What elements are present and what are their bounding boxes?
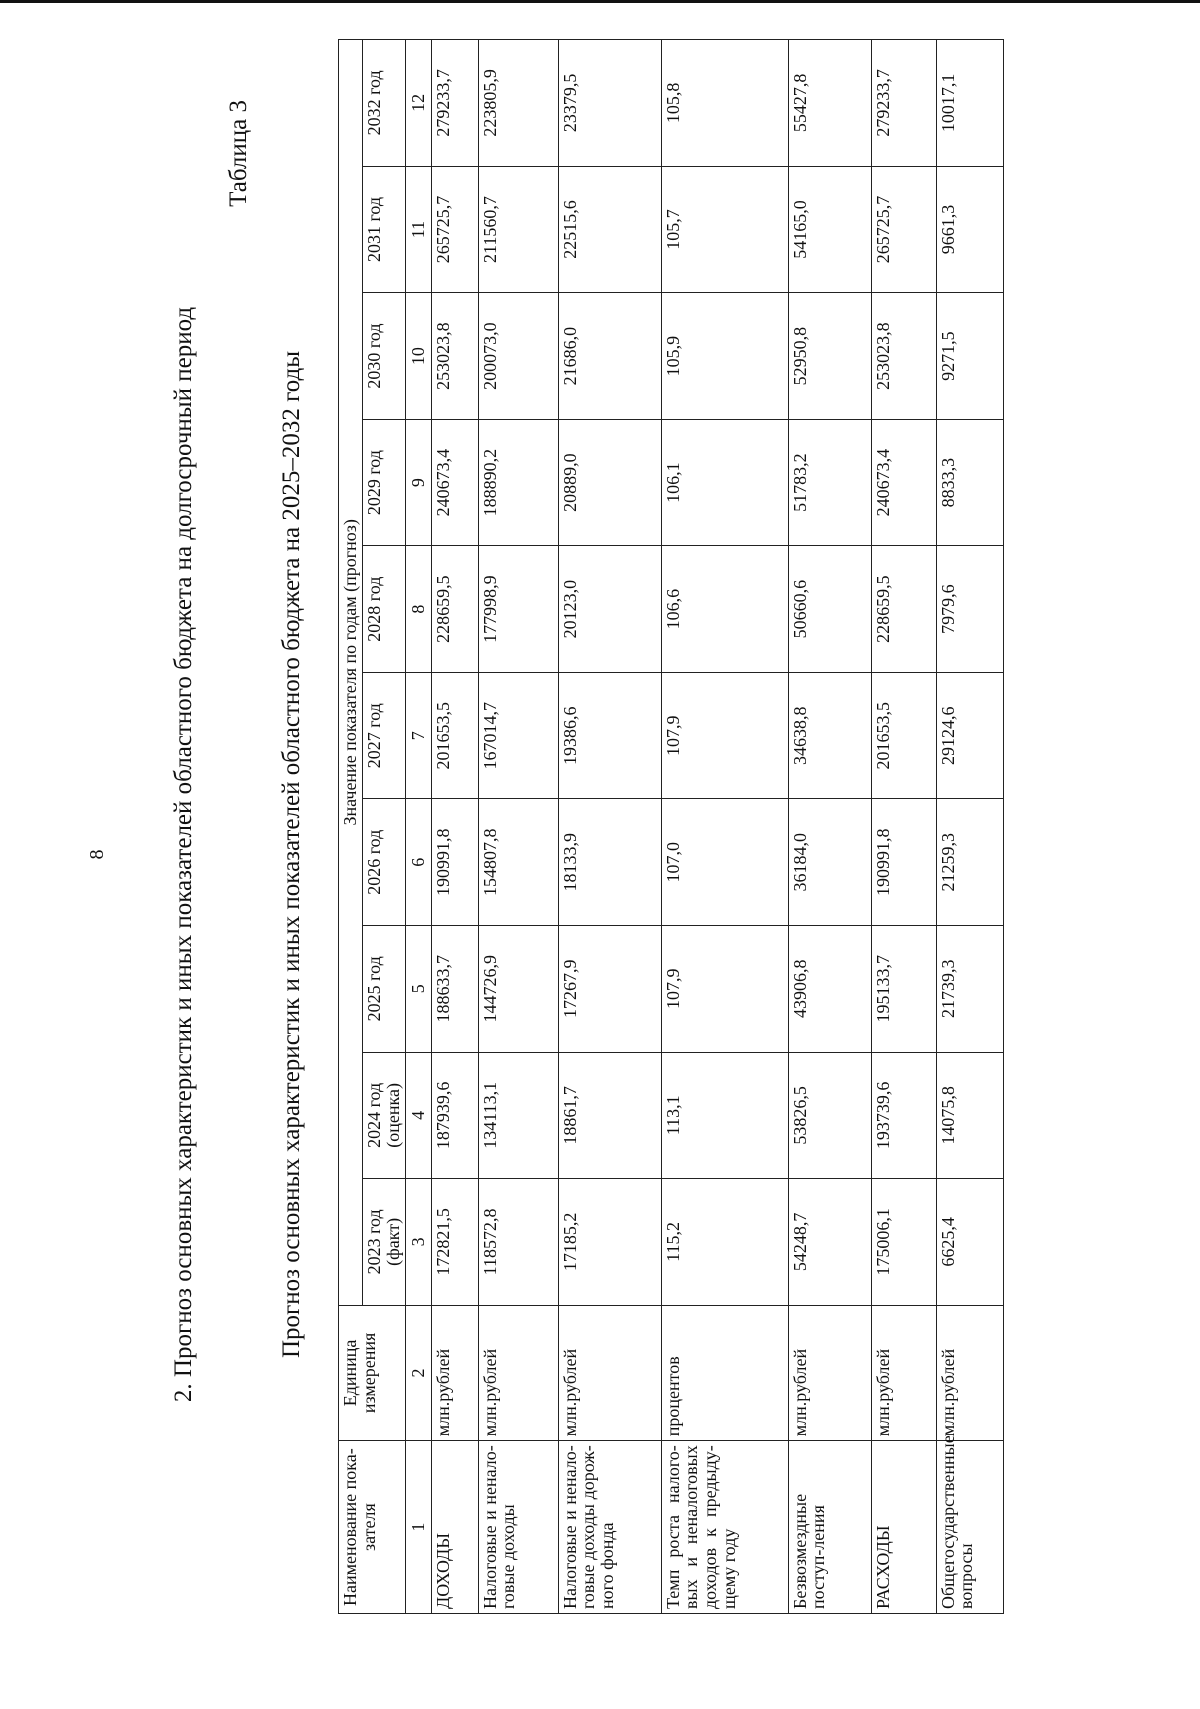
row-name: Общегосударственные вопросы [936,1441,1003,1614]
page-number: 8 [86,849,108,860]
row-value: 17185,2 [558,1179,661,1306]
header-year: 2023 год (факт) [362,1179,405,1306]
row-value: 22515,6 [558,166,661,293]
row-value: 34638,8 [788,672,871,799]
row-value: 188633,7 [431,926,478,1053]
row-value: 20889,0 [558,419,661,546]
row-value: 36184,0 [788,799,871,926]
column-number: 4 [405,1052,431,1179]
row-value: 50660,6 [788,546,871,673]
row-value: 105,8 [661,40,788,167]
table-row [661,40,788,1614]
row-value: 18861,7 [558,1052,661,1179]
column-number: 1 [405,1441,431,1614]
header-year: 2026 год [362,799,405,926]
header-name: Наименование пока-зателя [339,1441,406,1614]
row-value: 20123,0 [558,546,661,673]
row-value: 107,9 [661,926,788,1053]
row-value: 253023,8 [431,293,478,420]
row-value: 8833,3 [936,419,1003,546]
row-value: 240673,4 [871,419,936,546]
column-number: 5 [405,926,431,1053]
table-row [788,40,871,1614]
row-value: 190991,8 [871,799,936,926]
row-unit: млн.рублей [936,1305,1003,1441]
row-value: 21739,3 [936,926,1003,1053]
column-number: 11 [405,166,431,293]
row-name: Налоговые и ненало-говые доходы дорож-ного фонда [558,1441,661,1614]
row-value: 175006,1 [871,1179,936,1306]
row-value: 9271,5 [936,293,1003,420]
row-value: 172821,5 [431,1179,478,1306]
row-value: 240673,4 [431,419,478,546]
column-number: 3 [405,1179,431,1306]
row-value: 253023,8 [871,293,936,420]
row-value: 7979,6 [936,546,1003,673]
header-year: 2032 год [362,40,405,167]
row-value: 105,7 [661,166,788,293]
row-value: 18133,9 [558,799,661,926]
column-number: 2 [405,1305,431,1441]
row-value: 51783,2 [788,419,871,546]
row-value: 21686,0 [558,293,661,420]
row-value: 107,9 [661,672,788,799]
row-value: 190991,8 [431,799,478,926]
header-year: 2030 год [362,293,405,420]
row-value: 10017,1 [936,40,1003,167]
column-number: 9 [405,419,431,546]
row-name: Налоговые и ненало-говые доходы [478,1441,558,1614]
column-number: 10 [405,293,431,420]
header-year: 2031 год [362,166,405,293]
row-value: 23379,5 [558,40,661,167]
row-name: РАСХОДЫ [871,1441,936,1614]
row-value: 14075,8 [936,1052,1003,1179]
row-value: 187939,6 [431,1052,478,1179]
row-value: 265725,7 [431,166,478,293]
column-numbers-row [405,40,431,1614]
column-number: 12 [405,40,431,167]
column-number: 6 [405,799,431,926]
row-value: 115,2 [661,1179,788,1306]
row-unit: процентов [661,1305,788,1441]
row-value: 9661,3 [936,166,1003,293]
row-value: 53826,5 [788,1052,871,1179]
row-value: 118572,8 [478,1179,558,1306]
row-value: 279233,7 [871,40,936,167]
row-value: 195133,7 [871,926,936,1053]
row-value: 105,9 [661,293,788,420]
row-value: 200073,0 [478,293,558,420]
row-value: 177998,9 [478,546,558,673]
row-value: 113,1 [661,1052,788,1179]
table-row [478,40,558,1614]
column-number: 8 [405,546,431,673]
row-value: 265725,7 [871,166,936,293]
row-value: 201653,5 [871,672,936,799]
row-value: 106,6 [661,546,788,673]
column-number: 7 [405,672,431,799]
header-row [339,40,363,1614]
table-row [431,40,478,1614]
table-row [871,40,936,1614]
row-value: 144726,9 [478,926,558,1053]
row-unit: млн.рублей [788,1305,871,1441]
header-year: 2029 год [362,419,405,546]
row-value: 21259,3 [936,799,1003,926]
row-value: 43906,8 [788,926,871,1053]
row-name: ДОХОДЫ [431,1441,478,1614]
row-unit: млн.рублей [431,1305,478,1441]
row-name: Темп роста налого-вых и неналоговых доходов к предыду-щему году [661,1441,788,1614]
row-value: 193739,6 [871,1052,936,1179]
row-value: 279233,7 [431,40,478,167]
row-value: 106,1 [661,419,788,546]
header-year: 2028 год [362,546,405,673]
row-value: 52950,8 [788,293,871,420]
row-unit: млн.рублей [478,1305,558,1441]
row-value: 17267,9 [558,926,661,1053]
row-value: 154807,8 [478,799,558,926]
header-year: 2027 год [362,672,405,799]
table-number: Таблица 3 [225,100,252,207]
row-value: 55427,8 [788,40,871,167]
table-title: Прогноз основных характеристик и иных показателей областного бюджета на 2025–2032 годы [278,350,305,1359]
row-value: 54165,0 [788,166,871,293]
row-value: 19386,6 [558,672,661,799]
forecast-table [338,39,1004,1614]
row-value: 6625,4 [936,1179,1003,1306]
row-value: 54248,7 [788,1179,871,1306]
table-row [558,40,661,1614]
row-value: 188890,2 [478,419,558,546]
row-unit: млн.рублей [558,1305,661,1441]
header-year: 2024 год (оценка) [362,1052,405,1179]
row-value: 107,0 [661,799,788,926]
header-unit: Единица измерения [339,1305,406,1441]
row-value: 228659,5 [871,546,936,673]
section-heading: 2. Прогноз основных характеристик и иных показателей областного бюджета на долгосрочный период [170,306,197,1403]
row-value: 134113,1 [478,1052,558,1179]
header-group: Значение показателя по годам (прогноз) [339,40,363,1306]
row-value: 29124,6 [936,672,1003,799]
row-value: 223805,9 [478,40,558,167]
row-value: 228659,5 [431,546,478,673]
row-value: 201653,5 [431,672,478,799]
row-unit: млн.рублей [871,1305,936,1441]
table-row [936,40,1003,1614]
header-year: 2025 год [362,926,405,1053]
row-value: 167014,7 [478,672,558,799]
row-value: 211560,7 [478,166,558,293]
row-name: Безвозмездные поступ-ления [788,1441,871,1614]
